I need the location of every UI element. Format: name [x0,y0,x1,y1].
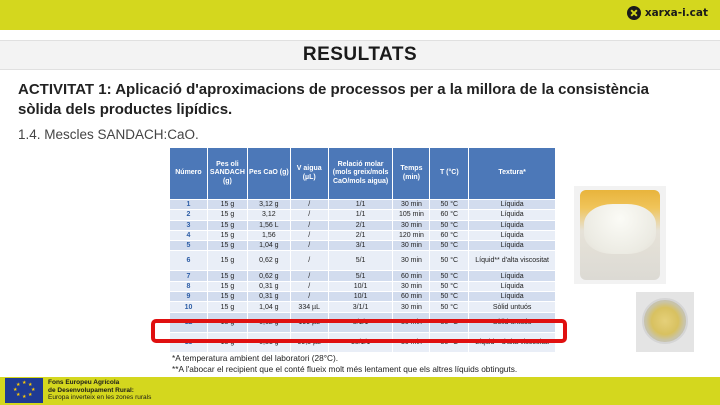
eu-flag-icon: ★ ★ ★ ★ ★ ★ ★ ★ [5,378,43,403]
table-cell: Líquida [469,281,556,291]
table-cell: 50 °C [430,302,469,312]
col-header: Textura* [469,148,556,200]
table-cell: 99,5 µL [290,332,328,352]
eafrd-text [48,379,151,402]
table-cell: / [290,220,328,230]
table-cell: 2/1 [328,230,393,240]
page-title: RESULTATS [302,44,418,65]
table-cell: 3/1/1 [328,302,393,312]
table-cell: / [290,241,328,251]
sample-jar-photo [574,186,666,284]
table-cell: 3 [170,220,208,230]
activity-text: Aplicació d'aproximacions de processos per a la millora de la consistència sòlida dels productes lipídics. [18,81,649,118]
table-cell: / [290,210,328,220]
table-cell: / [290,230,328,240]
table-cell: 3,12 [247,210,290,220]
footnotes [172,353,517,375]
table-cell: / [290,251,328,271]
xarxa-logo-icon [627,6,641,20]
table-cell: 60 °C [430,210,469,220]
table-cell: 50 °C [430,241,469,251]
table-cell: 9 [170,292,208,302]
table-cell: Líquida [469,200,556,210]
activity-label: ACTIVITAT 1: [18,81,112,98]
table-cell: 1/1 [328,210,393,220]
table-cell: 3,12 g [247,200,290,210]
table-cell: 13 [170,332,208,352]
table-cell: Líquida [469,220,556,230]
table-row [170,241,556,251]
fund-line-3: Europa inverteix en les zones rurals [48,394,152,401]
table-cell: 5/1/1 [328,312,393,332]
brand-logo [627,6,708,20]
table-cell: 1,56 L [247,220,290,230]
table-cell: 5 [170,241,208,251]
footnote: *A temperatura ambient del laboratori (28°C). [172,353,339,363]
table-cell: 10 [170,302,208,312]
table-cell: 0,31 g [247,292,290,302]
table-cell: 0,31 g [247,281,290,291]
table-cell: 1 [170,200,208,210]
table-cell: 50 °C [430,312,469,332]
table-cell: 30 min [393,220,430,230]
table-row [170,230,556,240]
table-cell: 50 °C [430,200,469,210]
table-cell: 15 g [207,241,247,251]
table-cell: 2/1 [328,220,393,230]
table-cell: 30 min [393,302,430,312]
table-cell: 0,62 g [247,312,290,332]
table-cell: 50 °C [430,292,469,302]
table-cell: 1,04 g [247,302,290,312]
table-cell: Líquida [469,230,556,240]
dish-shape [642,298,688,344]
table-cell: / [290,292,328,302]
table-cell: / [290,271,328,281]
table-cell: 6 [170,251,208,271]
table-cell: 15 g [207,281,247,291]
col-header: Número [170,148,208,200]
footnote: **A l'abocar el recipient que el conté flueix molt més lentament que els altres líquids obtinguts. [172,364,518,374]
table-cell: 3/1 [328,241,393,251]
table-row [170,251,556,271]
table-cell: 0,62 g [247,251,290,271]
foam-shape [584,204,656,254]
table-cell: 5/1 [328,251,393,271]
table-cell: Líquida [469,241,556,251]
table-cell: 10/1 [328,292,393,302]
table-cell: 5/1 [328,271,393,281]
table-cell: 30 min [393,281,430,291]
table-row [170,302,556,312]
table-cell: 199 µL [290,312,328,332]
table-cell: 60 min [393,271,430,281]
table-cell: 15 g [207,230,247,240]
table-cell: Líquida [469,210,556,220]
col-header: T (°C) [430,148,469,200]
activity-title [18,80,658,120]
table-row [170,210,556,220]
fund-line-2: de Desenvolupament Rural: [48,386,134,394]
table-cell: 1,04 g [247,241,290,251]
table-cell: 15 g [207,210,247,220]
table-cell: 15 g [207,220,247,230]
table-cell: 334 µL [290,302,328,312]
table-cell: 30 min [393,200,430,210]
table-cell: 50 °C [430,281,469,291]
petri-dish-photo [636,292,694,352]
table-row [170,271,556,281]
table-cell: 10/1 [328,281,393,291]
header-bar [0,40,720,70]
table-cell: 60 min [393,292,430,302]
table-cell: 30 min [393,251,430,271]
table-cell: 1,56 [247,230,290,240]
table-cell: Líquid** d'alta viscositat [469,332,556,352]
col-header: Pes CaO (g) [247,148,290,200]
table-cell: 15 g [207,271,247,281]
table-row [170,281,556,291]
table-cell: 60 °C [430,230,469,240]
table-cell: 105 min [393,210,430,220]
table-cell: 1/1 [328,200,393,210]
table-cell: / [290,200,328,210]
table-row [170,200,556,210]
table-cell: Líquida [469,292,556,302]
table-cell: 50 °C [430,271,469,281]
table-row [170,292,556,302]
table-header-row [170,148,556,200]
table-cell: 15 g [207,292,247,302]
table-cell: 15 g [207,251,247,271]
table-row [170,220,556,230]
col-header: Relació molar (mols greix/mols CaO/mols aigua) [328,148,393,200]
table-cell: 30 min [393,241,430,251]
col-header: Temps (min) [393,148,430,200]
table-cell: Líquid** d'alta viscositat [469,251,556,271]
table-cell: 15 g [207,332,247,352]
table-cell: 120 min [393,230,430,240]
table-cell: 15 g [207,302,247,312]
table-cell: 8 [170,281,208,291]
section-heading: 1.4. Mescles SANDACH:CaO. [18,127,199,142]
table-cell: 50 °C [430,251,469,271]
table-cell: Sòlid untuós [469,302,556,312]
fund-line-1: Fons Europeu Agrícola [48,379,120,386]
table-cell: 4 [170,230,208,240]
table-cell: 30 min [393,332,430,352]
table-cell: Sòlid untuós [469,312,556,332]
table-cell: 50 °C [430,332,469,352]
table-cell: 12 [170,312,208,332]
table-cell: / [290,281,328,291]
table-cell: 7 [170,271,208,281]
table-cell: 30 min [393,312,430,332]
row-12-highlight [151,319,567,343]
table-cell: 15 g [207,312,247,332]
table-cell: 50 °C [430,220,469,230]
table-cell: 0,62 g [247,271,290,281]
col-header: V aigua (µL) [290,148,328,200]
table-cell: Líquida [469,271,556,281]
table-cell: 10/1/1 [328,332,393,352]
col-header: Pes oli SANDACH (g) [207,148,247,200]
brand-name: xarxa-i.cat [644,7,708,19]
table-cell: 0,31 g [247,332,290,352]
top-accent-band [0,0,720,30]
table-cell: 15 g [207,200,247,210]
table-cell: 2 [170,210,208,220]
